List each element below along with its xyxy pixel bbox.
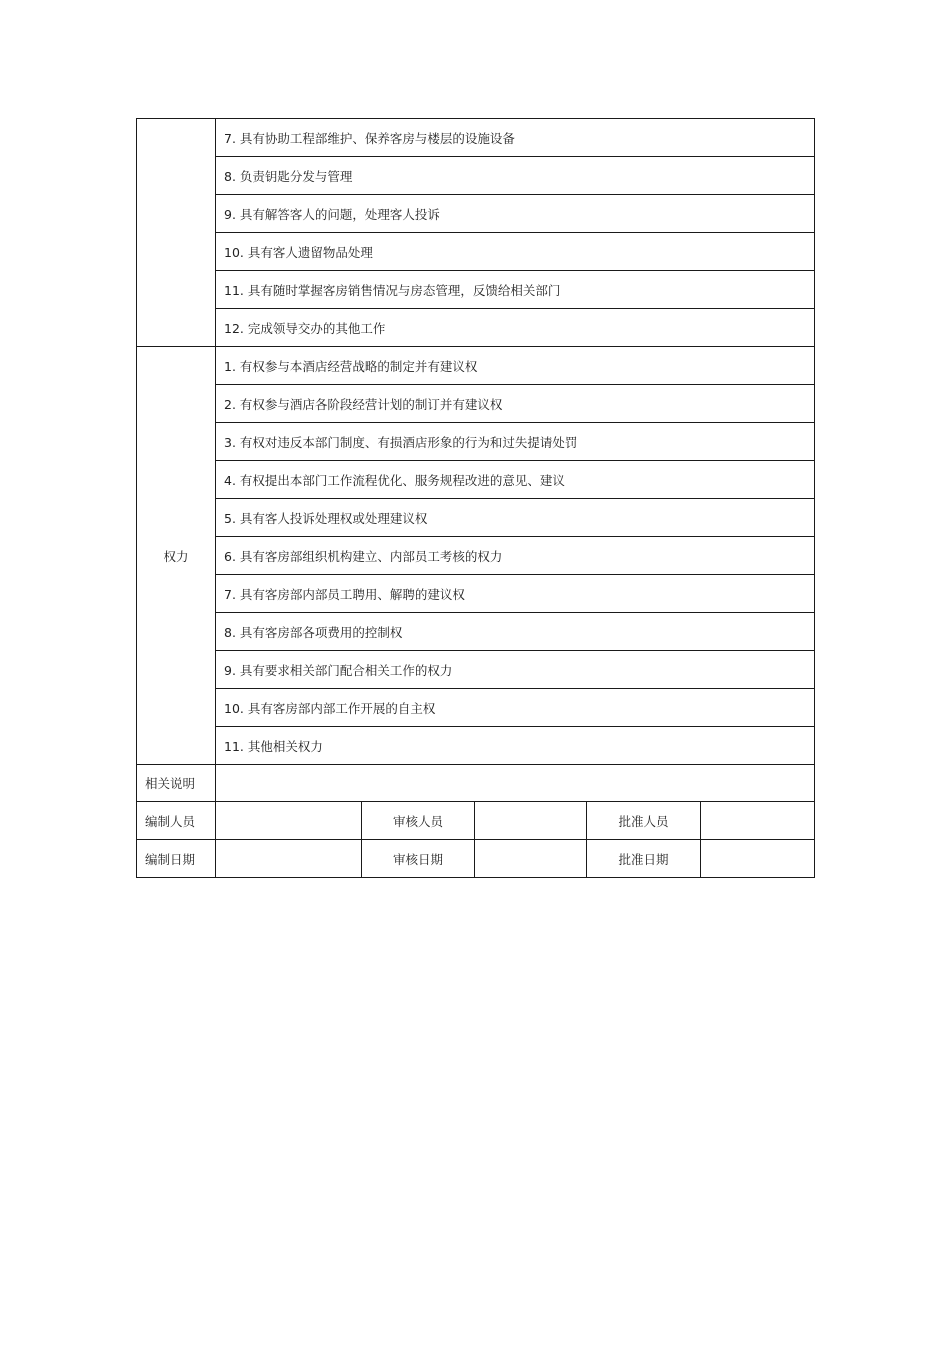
authority-category-label: 权力 — [137, 347, 216, 765]
prepared-by-label: 编制人员 — [137, 802, 216, 840]
reviewed-date-value — [475, 840, 587, 878]
authority-row — [137, 347, 815, 385]
authority-item: 8. 具有客房部各项费用的控制权 — [216, 613, 815, 651]
authority-row — [137, 385, 815, 423]
notes-row — [137, 765, 815, 802]
prepared-by-value — [216, 802, 362, 840]
reviewed-date-label: 审核日期 — [362, 840, 475, 878]
authority-row — [137, 499, 815, 537]
duty-item: 9. 具有解答客人的问题，处理客人投诉 — [216, 195, 815, 233]
authority-row — [137, 689, 815, 727]
duty-item: 10. 具有客人遗留物品处理 — [216, 233, 815, 271]
authority-item: 6. 具有客房部组织机构建立、内部员工考核的权力 — [216, 537, 815, 575]
duty-item: 8. 负责钥匙分发与管理 — [216, 157, 815, 195]
reviewed-by-value — [475, 802, 587, 840]
approved-by-value — [701, 802, 815, 840]
duty-item: 12. 完成领导交办的其他工作 — [216, 309, 815, 347]
notes-label: 相关说明 — [137, 765, 216, 802]
authority-row — [137, 423, 815, 461]
job-description-table — [136, 118, 815, 878]
authority-item: 2. 有权参与酒店各阶段经营计划的制订并有建议权 — [216, 385, 815, 423]
notes-value — [216, 765, 815, 802]
duty-row — [137, 157, 815, 195]
duty-row — [137, 271, 815, 309]
authority-item: 11. 其他相关权力 — [216, 727, 815, 765]
duty-row — [137, 233, 815, 271]
authority-row — [137, 613, 815, 651]
duty-row — [137, 195, 815, 233]
prepared-date-label: 编制日期 — [137, 840, 216, 878]
duty-row — [137, 119, 815, 157]
authority-item: 1. 有权参与本酒店经营战略的制定并有建议权 — [216, 347, 815, 385]
approved-date-value — [701, 840, 815, 878]
authority-item: 9. 具有要求相关部门配合相关工作的权力 — [216, 651, 815, 689]
signoff-dates-row — [137, 840, 815, 878]
authority-item: 10. 具有客房部内部工作开展的自主权 — [216, 689, 815, 727]
approved-by-label: 批准人员 — [587, 802, 701, 840]
duty-item: 7. 具有协助工程部维护、保养客房与楼层的设施设备 — [216, 119, 815, 157]
reviewed-by-label: 审核人员 — [362, 802, 475, 840]
authority-item: 5. 具有客人投诉处理权或处理建议权 — [216, 499, 815, 537]
authority-item: 7. 具有客房部内部员工聘用、解聘的建议权 — [216, 575, 815, 613]
authority-item: 3. 有权对违反本部门制度、有损酒店形象的行为和过失提请处罚 — [216, 423, 815, 461]
authority-item: 4. 有权提出本部门工作流程优化、服务规程改进的意见、建议 — [216, 461, 815, 499]
authority-row — [137, 461, 815, 499]
duties-category-cell — [137, 119, 216, 347]
prepared-date-value — [216, 840, 362, 878]
authority-row — [137, 727, 815, 765]
authority-row — [137, 537, 815, 575]
approved-date-label: 批准日期 — [587, 840, 701, 878]
authority-row — [137, 651, 815, 689]
duty-row — [137, 309, 815, 347]
signoff-personnel-row — [137, 802, 815, 840]
authority-row — [137, 575, 815, 613]
duty-item: 11. 具有随时掌握客房销售情况与房态管理，反馈给相关部门 — [216, 271, 815, 309]
